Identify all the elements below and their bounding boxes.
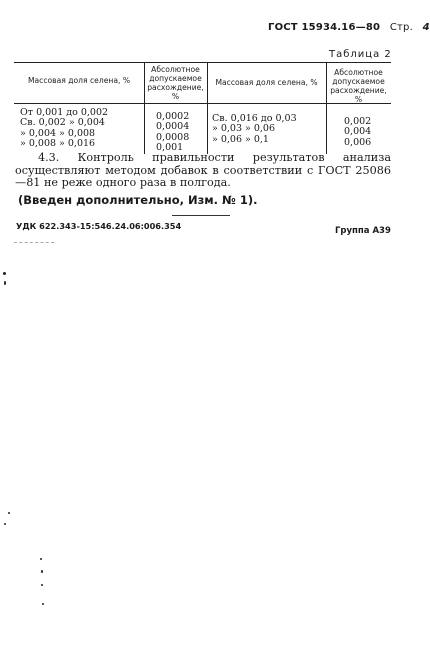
table-cell: 0,002 [344, 116, 372, 127]
table-cell: 0,006 [344, 136, 372, 148]
scan-speck [42, 603, 44, 605]
scan-speck [40, 558, 42, 560]
table-header-cell: Массовая доля селена, % [215, 78, 318, 87]
udk-code: УДК 622.343-15:546.24.06:006.354 [16, 221, 182, 231]
scan-speck [41, 570, 43, 573]
body-paragraph [15, 152, 391, 190]
table-column-right-values [344, 117, 371, 148]
table-cell: Св. 0,002 » 0,004 [20, 117, 105, 129]
scan-speck [8, 512, 10, 514]
table-column-left-values [156, 112, 189, 154]
table-cell: 0,0002 [156, 111, 190, 122]
page-label: Стр. [389, 22, 413, 33]
table-cell: 0,0008 [156, 131, 190, 143]
scan-speck [41, 584, 43, 586]
scan-speck [3, 272, 6, 275]
table-header-cell: Массовая доля селена, % [27, 76, 131, 85]
amendment-note: (Введен дополнительно, Изм. № 1). [18, 193, 258, 207]
table-column-left-ranges [20, 108, 108, 150]
table-caption: Таблица 2 [329, 49, 392, 60]
table-cell: 0,001 [156, 142, 184, 154]
table-cell: От 0,001 до 0,002 [20, 107, 109, 118]
table-cell: » 0,008 » 0,016 [20, 138, 96, 150]
table-column-divider [207, 62, 208, 154]
table-cell: 0,0004 [156, 121, 190, 133]
table-cell: » 0,004 » 0,008 [20, 127, 96, 139]
table-header-cell: Абсолютное допускаемое расхождение, % [330, 68, 387, 104]
page-header [268, 22, 430, 33]
table-header-cell: Абсолютное допускаемое расхождение, % [147, 65, 204, 101]
page-number: 4 [422, 22, 430, 33]
paragraph-text: 4.3. Контроль правильности результатов анализа осуществляют методом добавок в соответствии с ГОСТ 25086—81 не реже одного раза в полгода. [15, 151, 391, 190]
standard-number: ГОСТ 15934.16—80 [268, 22, 381, 33]
scan-artifact [14, 242, 54, 243]
separator-rule [172, 215, 230, 216]
table-cell: » 0,03 » 0,06 [212, 123, 275, 135]
table-cell: » 0,06 » 0,1 [212, 133, 269, 145]
group-code: Группа А39 [335, 226, 391, 236]
table-column-right-ranges [212, 114, 297, 145]
scan-speck [4, 281, 6, 285]
scan-speck [4, 523, 6, 525]
table-cell: Св. 0,016 до 0,03 [212, 113, 297, 124]
table-cell: 0,004 [344, 126, 372, 138]
